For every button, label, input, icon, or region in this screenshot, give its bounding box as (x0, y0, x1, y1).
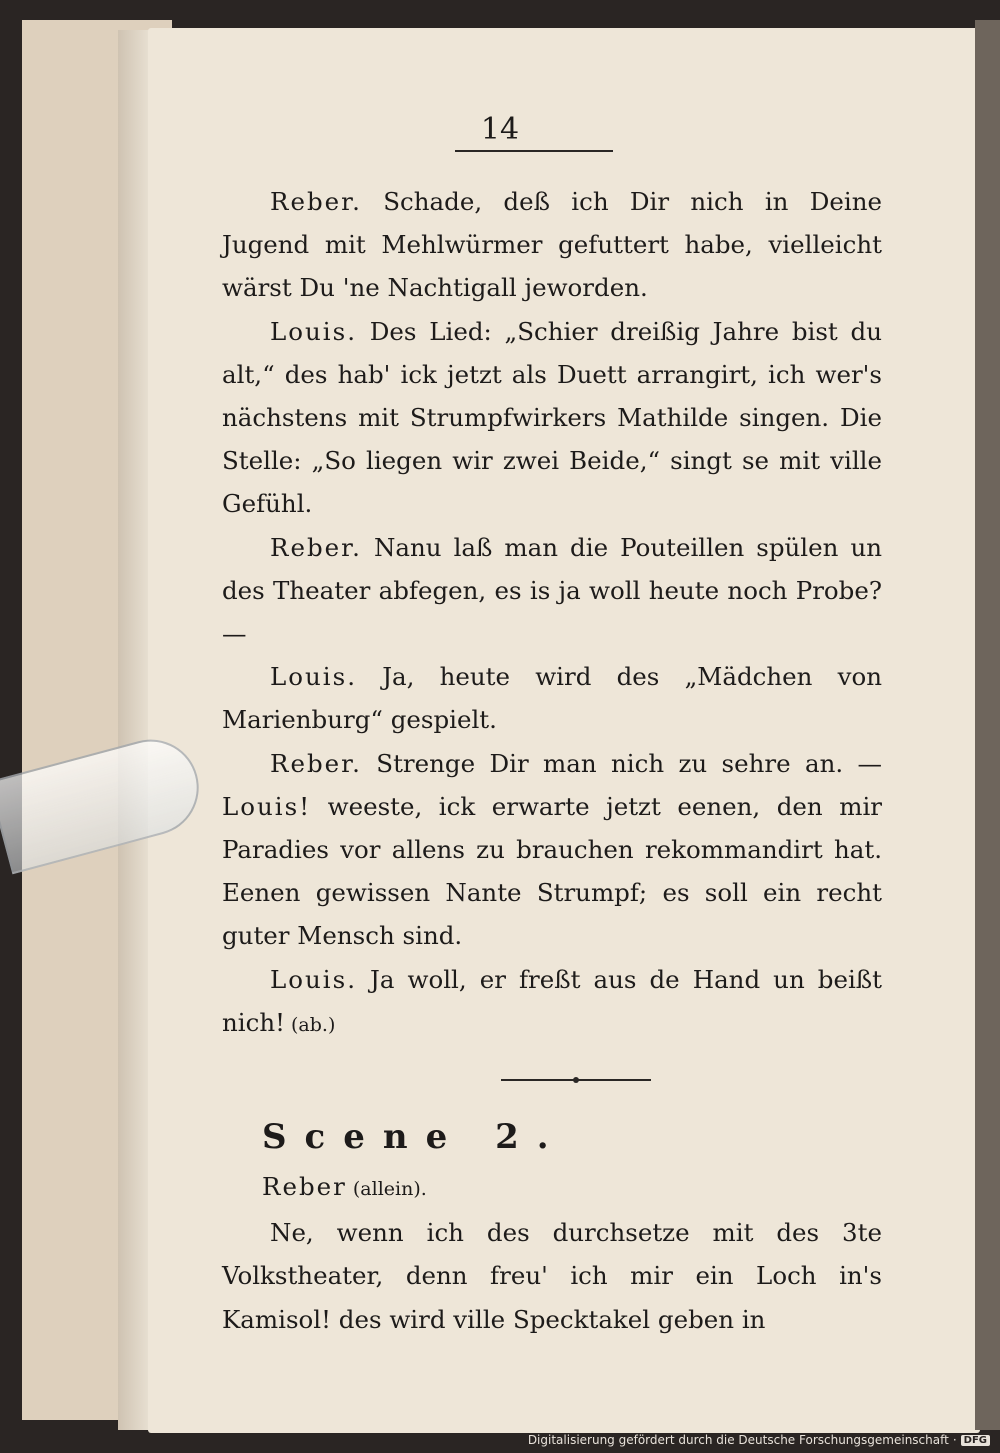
dialogue-text: Nanu laß man die Pouteillen spülen un des Theater abfegen, es is ja woll heute noch Probe? — (222, 532, 882, 649)
dfg-logo: DFG (961, 1435, 990, 1446)
scene-separator (501, 1079, 651, 1081)
dialogue-text: Strenge Dir man nich zu sehre an. — (361, 748, 882, 778)
speaker-name: Reber (262, 1172, 347, 1202)
scene-speaker-line (222, 1165, 882, 1211)
stage-direction: (allein). (346, 1178, 427, 1201)
addressed-name: Louis! (222, 791, 312, 821)
speaker-name: Reber. (270, 532, 362, 562)
page-number: 14 (480, 112, 520, 147)
dialogue-paragraph (222, 958, 882, 1047)
dialogue-text: Ja woll, er freßt aus de Hand un beißt nich! (222, 964, 882, 1037)
page-edge (118, 30, 150, 1430)
speaker-name: Reber. (270, 187, 362, 216)
dialogue-paragraph (222, 310, 882, 526)
dialogue-text: weeste, ick erwarte jetzt eenen, den mir Paradies vor allens zu brauchen rekommandirt hat. Eenen gewissen Nante Strumpf; es soll ein recht guter Mensch sind. (222, 791, 882, 951)
speaker-name: Louis. (270, 964, 357, 994)
dialogue-text: Des Lied: „Schier dreißig Jahre bist du alt,“ des hab' ick jetzt als Duett arrangirt, ich wer's nächstens mit Strumpfwirkers Mathilde singen. Die Stelle: „So liegen wir zwei Beide,“ singt se mit ville Gefühl. (222, 316, 882, 519)
speaker-name: Louis. (270, 662, 357, 692)
dialogue-paragraph (222, 655, 882, 741)
digitization-credit: Digitalisierung gefördert durch die Deutsche Forschungsgemeinschaft · DFG (528, 1433, 990, 1447)
speaker-name: Reber. (270, 748, 362, 778)
dialogue-paragraph (222, 742, 882, 958)
stage-direction: (ab.) (284, 1013, 336, 1036)
page-number-rule (455, 150, 613, 152)
dialogue-paragraph (222, 526, 882, 656)
dialogue-text: Ja, heute wird des „Mädchen von Marienburg“ gespielt. (222, 662, 882, 735)
dialogue-text: Schade, deß ich Dir nich in Deine Jugend mit Mehlwürmer gefuttert habe, vielleicht wärst Du 'ne Nachtigall jeworden. (222, 187, 882, 303)
scene-title: Scene 2. (262, 1117, 567, 1158)
facing-page-edge (975, 20, 1000, 1430)
speaker-name: Louis. (270, 316, 357, 346)
dialogue-paragraph (222, 180, 882, 310)
monologue-paragraph: Ne, wenn ich des durchsetze mit des 3te Volkstheater, denn freu' ich mir ein Loch in's Kamisol! des wird ville Specktakel geben in (222, 1218, 882, 1334)
page-text (222, 180, 882, 1341)
credit-text: Digitalisierung gefördert durch die Deutsche Forschungsgemeinschaft (527, 1433, 949, 1447)
